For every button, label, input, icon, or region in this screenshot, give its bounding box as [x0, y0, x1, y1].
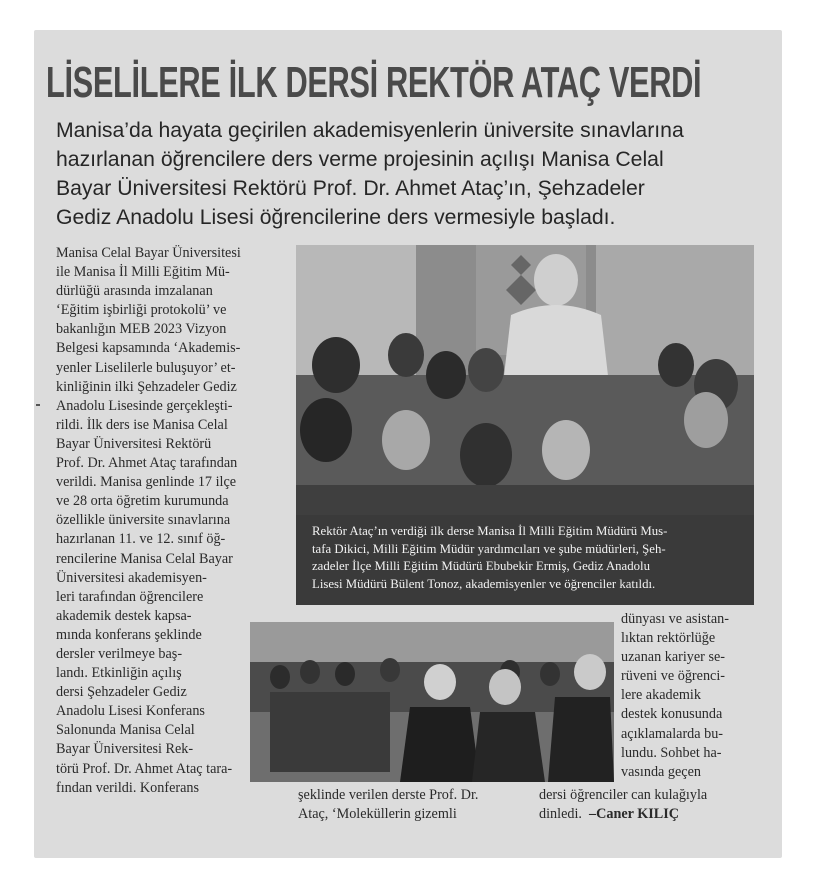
body-column-3-end — [539, 786, 771, 824]
author-byline: –Caner KILIÇ — [589, 806, 680, 823]
body-line: dünyası ve asistan- — [621, 611, 729, 627]
body-line: dersler verilmeye baş- — [56, 645, 183, 662]
conference-audience-photo — [250, 622, 614, 782]
body-line: hazırlanan 11. ve 12. sınıf öğ- — [56, 531, 226, 548]
caption-line: Rektör Ataç’ın verdiği ilk derse Manisa İl Milli Eğitim Müdürü Mus- — [312, 524, 668, 538]
body-line: Anadolu Lisesi Konferans — [56, 703, 205, 720]
body-line: Bayar Üniversitesi Rektörü — [56, 435, 212, 452]
lead-paragraph — [56, 116, 776, 232]
lead-line: Manisa’da hayata geçirilen akademisyenlerin üniversite sınavlarına — [56, 119, 684, 142]
lead-line: hazırlanan öğrencilere ders verme projesinin açılışı Manisa Celal — [56, 148, 664, 171]
body-line: Anadolu Lisesinde gerçekleşti- — [56, 397, 233, 414]
body-line: kinliğinin ilki Şehzadeler Gediz — [56, 378, 237, 395]
body-line: ve 28 orta öğretim kurumunda — [56, 493, 229, 510]
body-line: dürlüğü arasında imzalanan — [56, 283, 213, 300]
body-line: destek konusunda — [621, 706, 723, 723]
body-line: lıktan rektörlüğe — [621, 630, 716, 647]
conference-photo-illustration — [250, 622, 614, 782]
body-line: Manisa Celal Bayar Üniversitesi — [56, 245, 241, 261]
headline: LİSELİLERE İLK DERSİ REKTÖR ATAÇ VERDİ — [46, 58, 702, 107]
body-line: ile Manisa İl Milli Eğitim Mü- — [56, 264, 230, 281]
body-line: Bayar Üniversitesi Rek- — [56, 741, 194, 758]
body-line: fından verildi. Konferans — [56, 779, 200, 796]
body-line: verildi. Manisa genlinde 17 ilçe — [56, 474, 237, 491]
body-line: bakanlığın MEB 2023 Vizyon — [56, 321, 227, 338]
lead-line: Gediz Anadolu Lisesi öğrencilerine ders vermesiyle başladı. — [56, 206, 616, 229]
body-line: yenler Liselilerle buluşuyor’ et- — [56, 359, 236, 376]
body-line: lundu. Sohbet ha- — [621, 744, 722, 761]
body-line: Prof. Dr. Ahmet Ataç tarafından — [56, 455, 238, 472]
body-line: leri tarafından öğrencilere — [56, 588, 204, 605]
caption-line: Lisesi Müdürü Bülent Tonoz, akademisyenler ve öğrenciler katıldı. — [312, 576, 656, 591]
body-line: rüveni ve öğrenci- — [621, 668, 725, 685]
body-line: rencilerine Manisa Celal Bayar — [56, 550, 233, 567]
caption-line: tafa Dikici, Milli Eğitim Müdür yardımcıları ve şube müdürleri, Şeh- — [312, 541, 666, 556]
body-text: dinledi. — [539, 806, 582, 823]
margin-mark — [36, 404, 40, 406]
body-line: şeklinde verilen derste Prof. Dr. — [298, 787, 479, 803]
body-line: açıklamalarda bu- — [621, 725, 724, 742]
body-line: törü Prof. Dr. Ahmet Ataç tara- — [56, 760, 233, 777]
body-line: dersi öğrenciler can kulağıyla — [539, 787, 708, 803]
classroom-photo-illustration — [296, 245, 754, 515]
body-line: ‘Eğitim işbirliği protokolü’ ve — [56, 302, 227, 319]
body-line: özellikle üniversite sınavlarına — [56, 512, 231, 529]
body-line: landı. Etkinliğin açılış — [56, 665, 182, 682]
caption-line: zadeler İlçe Milli Eğitim Müdürü Ebubekir Ermiş, Gediz Anadolu — [312, 559, 650, 573]
body-line: lere akademik — [621, 687, 701, 704]
body-line: akademik destek kapsa- — [56, 607, 192, 624]
body-line: dersi Şehzadeler Gediz — [56, 684, 187, 701]
classroom-photo — [296, 245, 754, 515]
body-line: Belgesi kapsamında ‘Akademis- — [56, 340, 241, 357]
body-line: rildi. İlk ders ise Manisa Celal — [56, 416, 228, 433]
lead-line: Bayar Üniversitesi Rektörü Prof. Dr. Ahmet Ataç’ın, Şehzadeler — [56, 177, 645, 200]
body-line: uzanan kariyer se- — [621, 649, 725, 666]
body-column-3 — [621, 610, 771, 782]
body-line-with-author — [539, 805, 771, 824]
body-line: mında konferans şeklinde — [56, 626, 202, 643]
body-line: Üniversitesi akademisyen- — [56, 569, 207, 586]
body-line: Ataç, ‘Moleküllerin gizemli — [298, 806, 457, 823]
body-line: Salonunda Manisa Celal — [56, 722, 195, 739]
photo-caption — [296, 515, 754, 605]
body-column-2 — [298, 786, 534, 824]
body-line: vasında geçen — [621, 763, 701, 780]
